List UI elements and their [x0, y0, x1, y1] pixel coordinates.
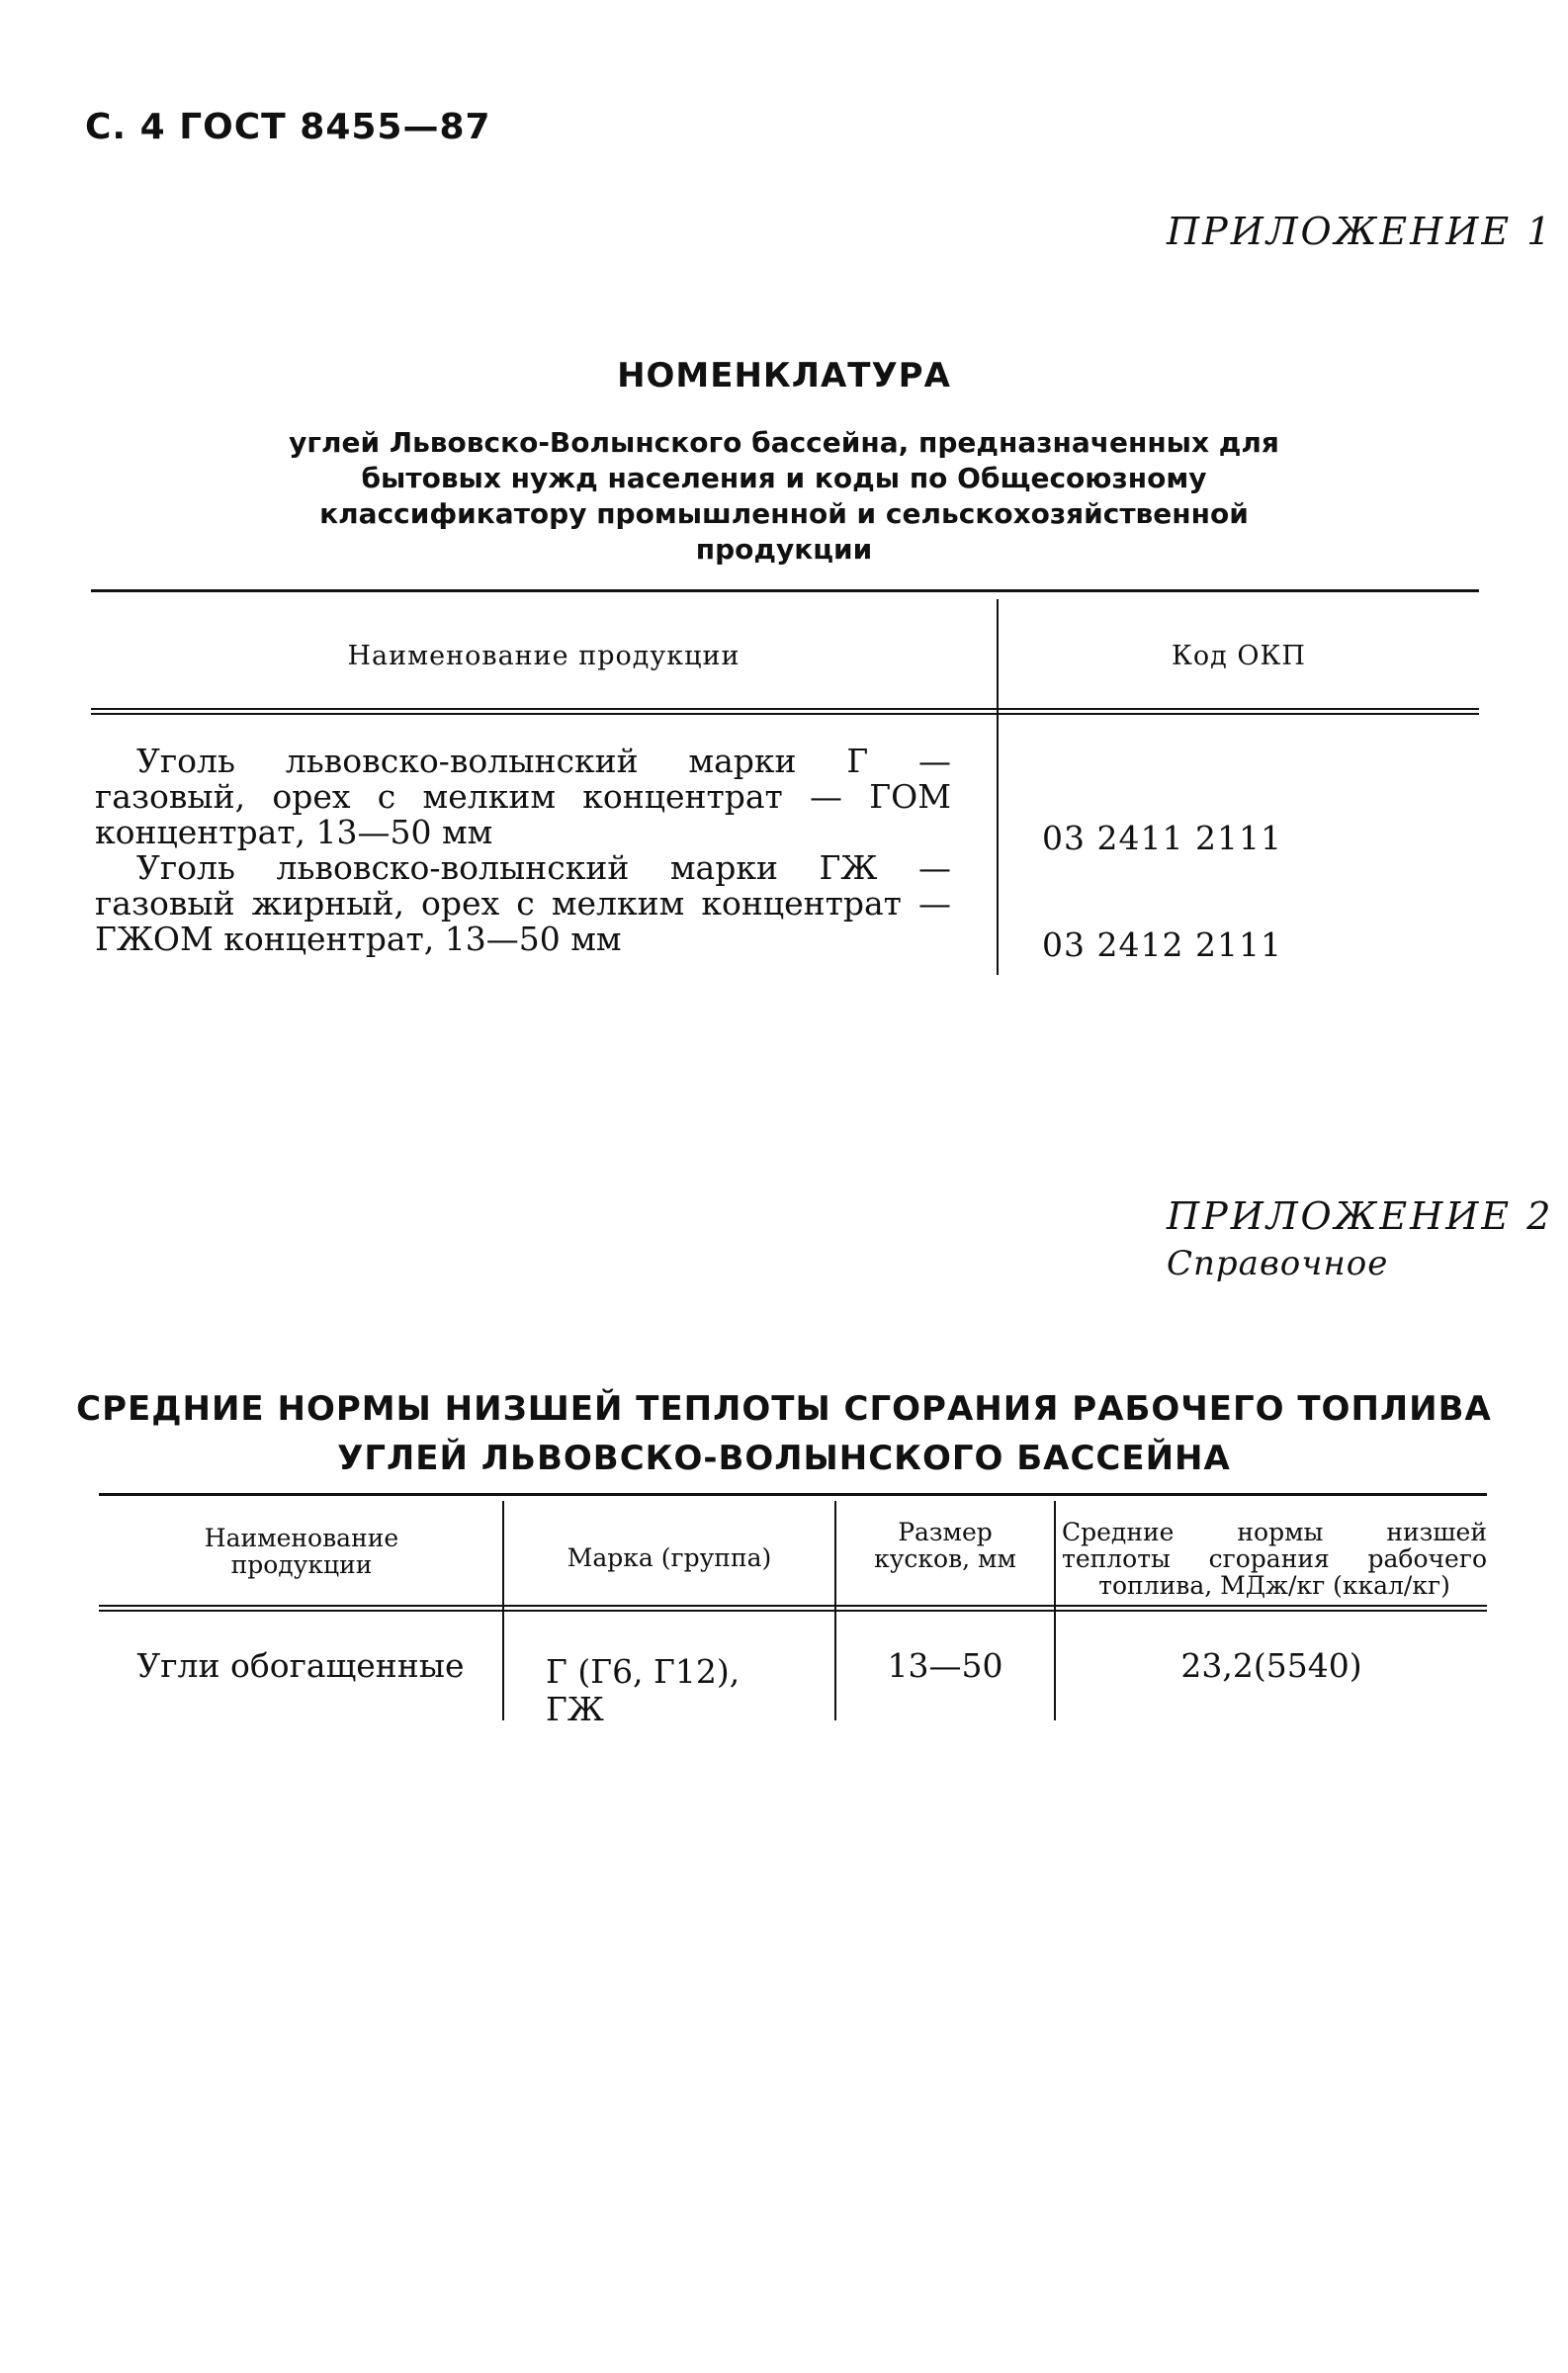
- table2-col-divider-2: [834, 1501, 836, 1720]
- appendix2-title: [0, 1384, 1568, 1483]
- appendix1-subtitle: углей Львовско-Волынского бассейна, предназначенных для бытовых нужд населения и коды по Общесоюзному классификатору промышленной и сельскохозяйственной продукции: [289, 426, 1279, 566]
- appendix2-sublabel: Справочное: [1167, 1244, 1389, 1283]
- table2-col-divider-1: [502, 1501, 504, 1720]
- table2-header-grade: Марка (группа): [566, 1543, 772, 1572]
- table1-header-code: Код ОКП: [1172, 641, 1306, 671]
- table1-code-2: 03 2412 2111: [1042, 925, 1282, 964]
- appendix2-label: ПРИЛОЖЕНИЕ 2: [1167, 1194, 1554, 1238]
- table1-code-1: 03 2411 2111: [1042, 819, 1282, 857]
- table1-name-column: [95, 744, 951, 957]
- table1-top-rule: [91, 589, 1479, 592]
- table2-cell-grade: Г (Г6, Г12), ГЖ: [546, 1652, 740, 1728]
- table2-col-divider-3: [1054, 1501, 1056, 1720]
- appendix1-title: НОМЕНКЛАТУРА: [617, 356, 951, 396]
- table2-cell-size: 13—50: [887, 1646, 1003, 1685]
- table2-cell-norm: 23,2(5540): [1180, 1646, 1362, 1685]
- table2-header-size: Размер кусков, мм: [874, 1518, 1016, 1573]
- table2-header-rule-2: [99, 1610, 1487, 1612]
- table1-header-rule: [91, 708, 1479, 710]
- table2-header-norm: Средние нормы низшей теплоты сгорания рабочего топлива, МДж/кг (ккал/кг): [1062, 1518, 1487, 1600]
- appendix2-title-line2: УГЛЕЙ ЛЬВОВСКО-ВОЛЫНСКОГО БАССЕЙНА: [337, 1439, 1231, 1478]
- page-header: С. 4 ГОСТ 8455—87: [85, 107, 491, 147]
- table1-header-name: Наименование продукции: [347, 641, 740, 671]
- table-row: Уголь львовско-волынский марки Г — газовый, орех с мелким концентрат — ГОМ концентрат, 13—50 мм: [95, 742, 951, 851]
- table2-top-rule: [99, 1493, 1487, 1496]
- table2-header-rule: [99, 1605, 1487, 1607]
- table1-header-rule-2: [91, 713, 1479, 715]
- table2-header-name: Наименование продукции: [204, 1524, 399, 1579]
- appendix1-label: ПРИЛОЖЕНИЕ 1: [1167, 210, 1554, 253]
- appendix2-title-line1: СРЕДНИЕ НОРМЫ НИЗШЕЙ ТЕПЛОТЫ СГОРАНИЯ РАБОЧЕГО ТОПЛИВА: [76, 1389, 1492, 1429]
- table-row: Уголь львовско-волынский марки ГЖ — газовый жирный, орех с мелким концентрат — ГЖОМ концентрат, 13—50 мм: [95, 848, 951, 958]
- table2-cell-name: Угли обогащенные: [136, 1646, 465, 1685]
